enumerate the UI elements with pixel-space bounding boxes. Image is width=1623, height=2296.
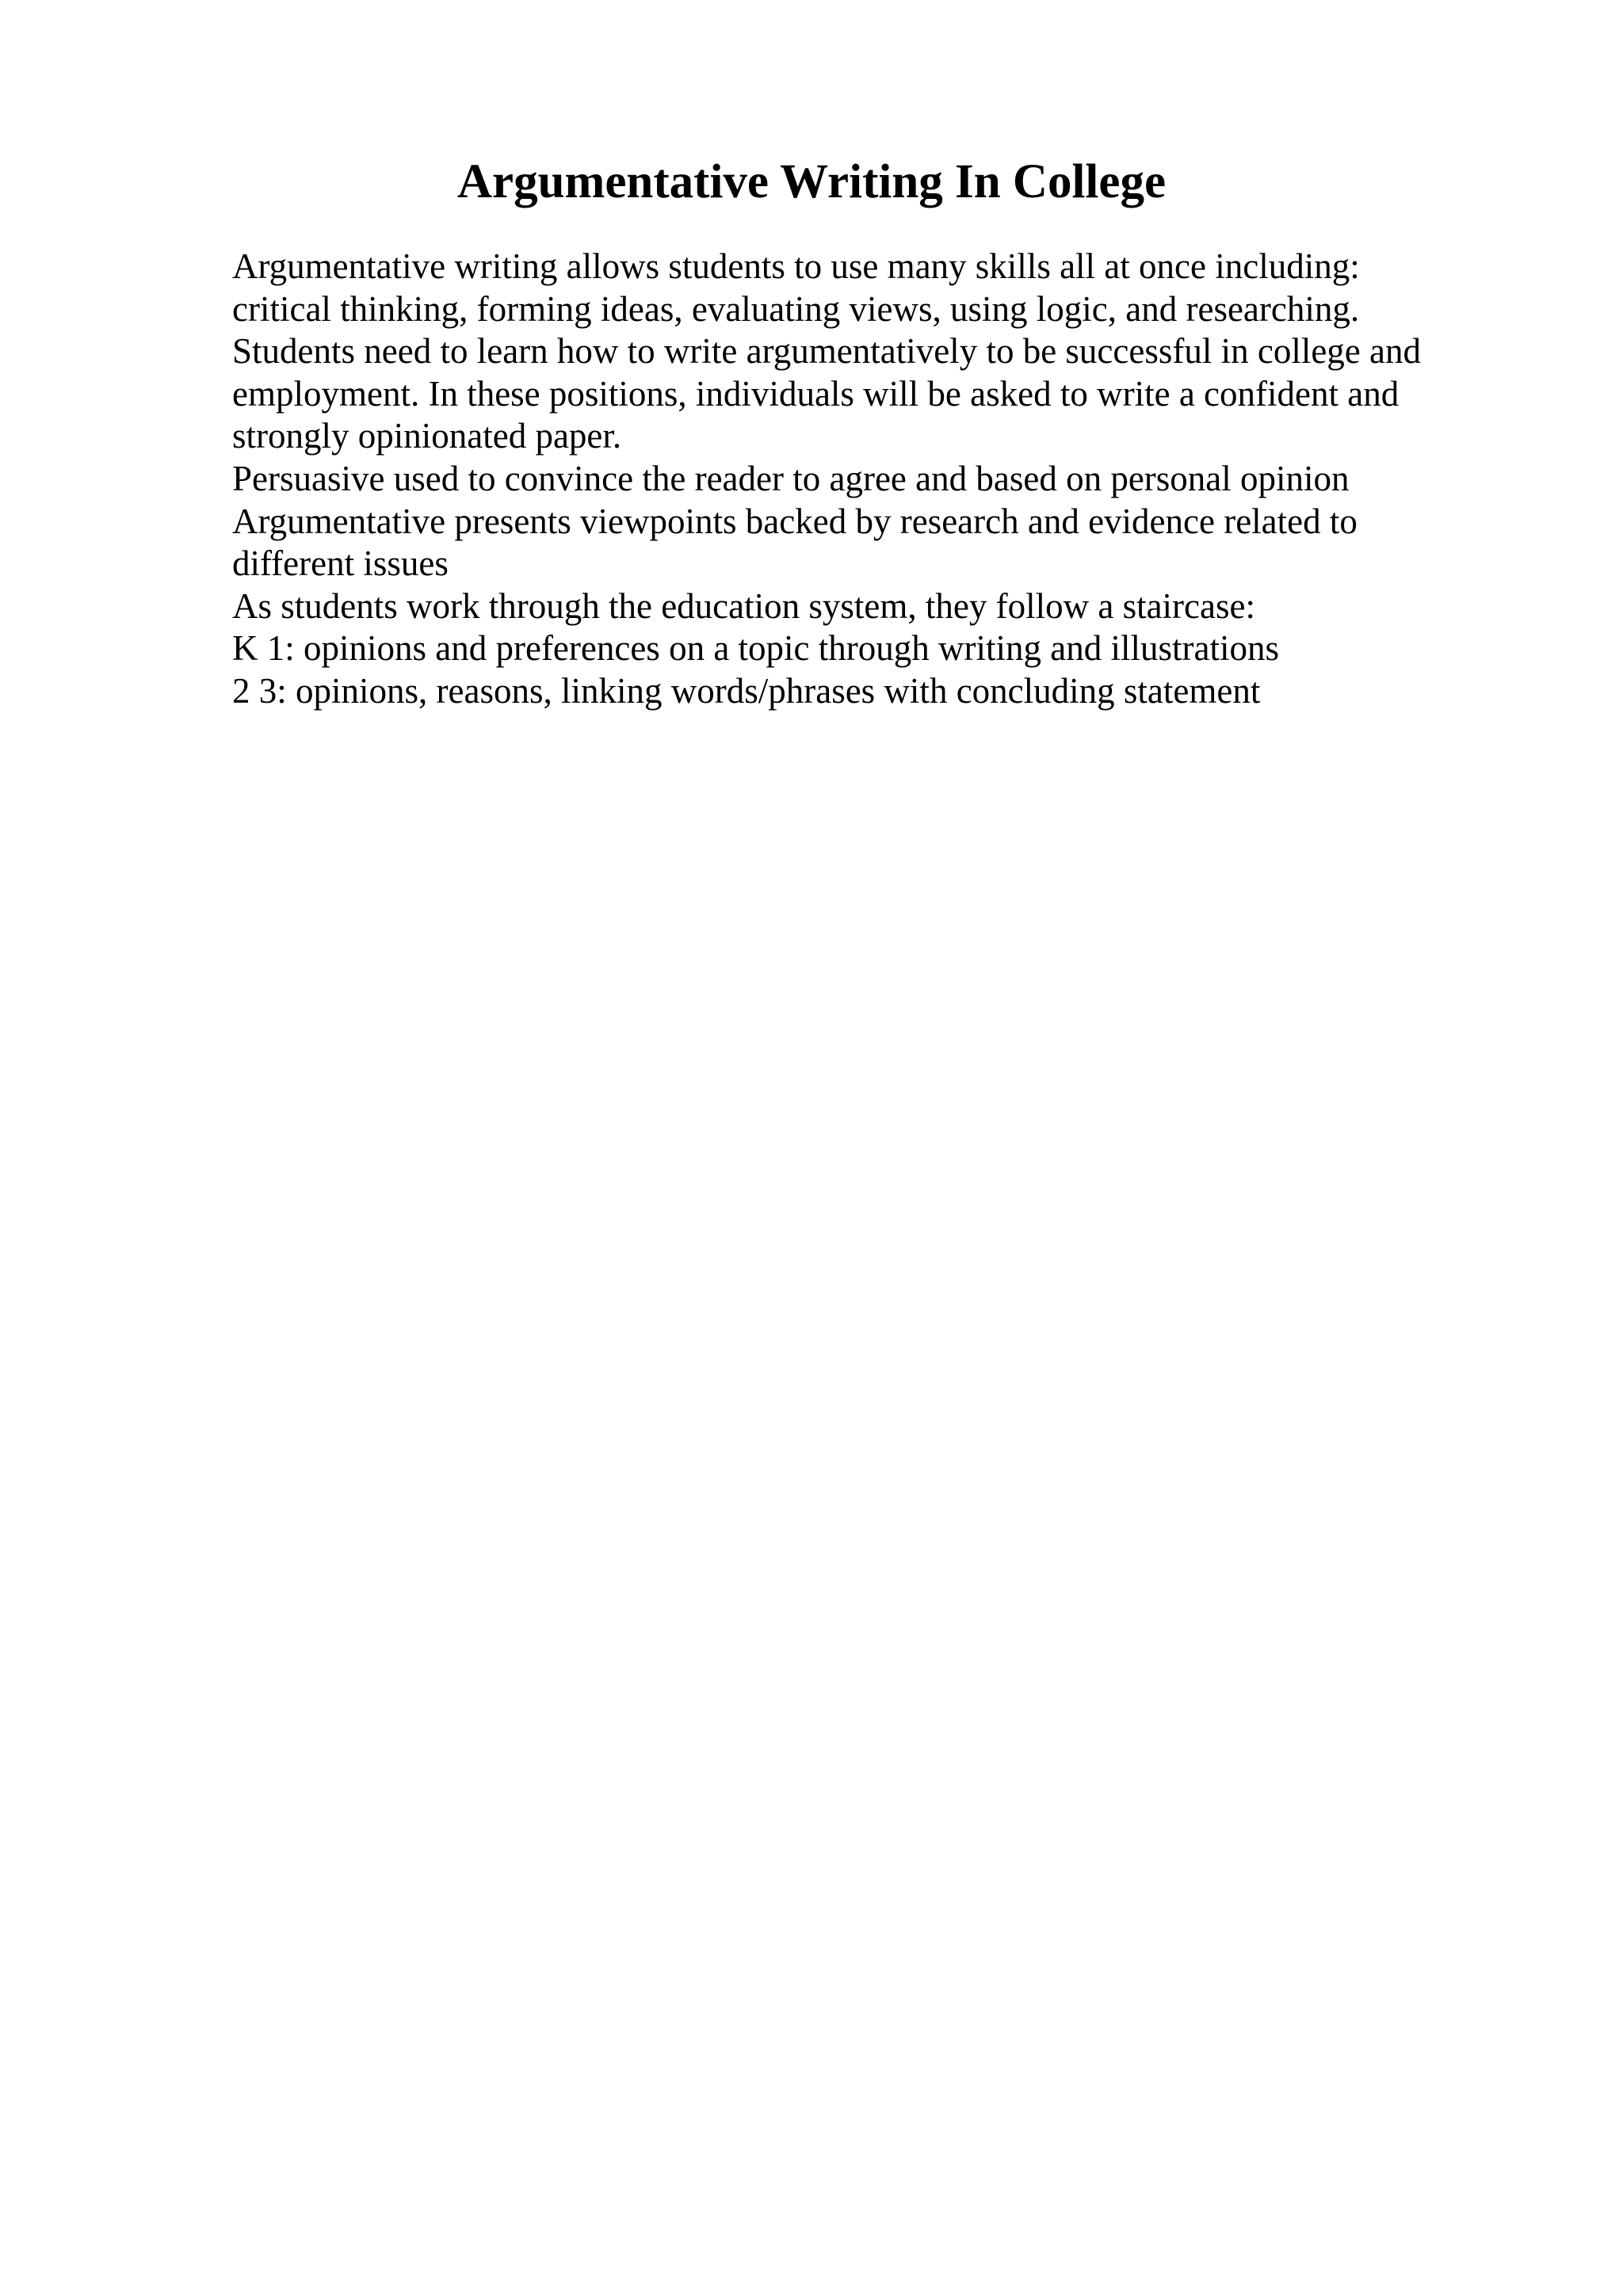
body-line: Persuasive used to convince the reader to agree and based on personal opinion <box>232 458 1350 498</box>
body-line: different issues <box>232 543 449 584</box>
body-line: Students need to learn how to write argumentatively to be successful in college and <box>232 331 1422 372</box>
body-line: strongly opinionated paper. <box>232 416 622 456</box>
body-line: Argumentative presents viewpoints backed by research and evidence related to <box>232 501 1358 541</box>
body-line: employment. In these positions, individuals will be asked to write a confident and <box>232 373 1400 414</box>
body-line: 2 3: opinions, reasons, linking words/phrases with concluding statement <box>232 670 1261 711</box>
body-line: Argumentative writing allows students to use many skills all at once including: <box>232 246 1360 286</box>
body-line: As students work through the education system, they follow a staircase: <box>232 585 1255 626</box>
body-line: K 1: opinions and preferences on a topic through writing and illustrations <box>232 628 1279 669</box>
document-title: Argumentative Writing In College <box>456 155 1167 208</box>
document-body <box>232 246 1579 713</box>
body-line: critical thinking, forming ideas, evaluating views, using logic, and researching. <box>232 288 1360 329</box>
